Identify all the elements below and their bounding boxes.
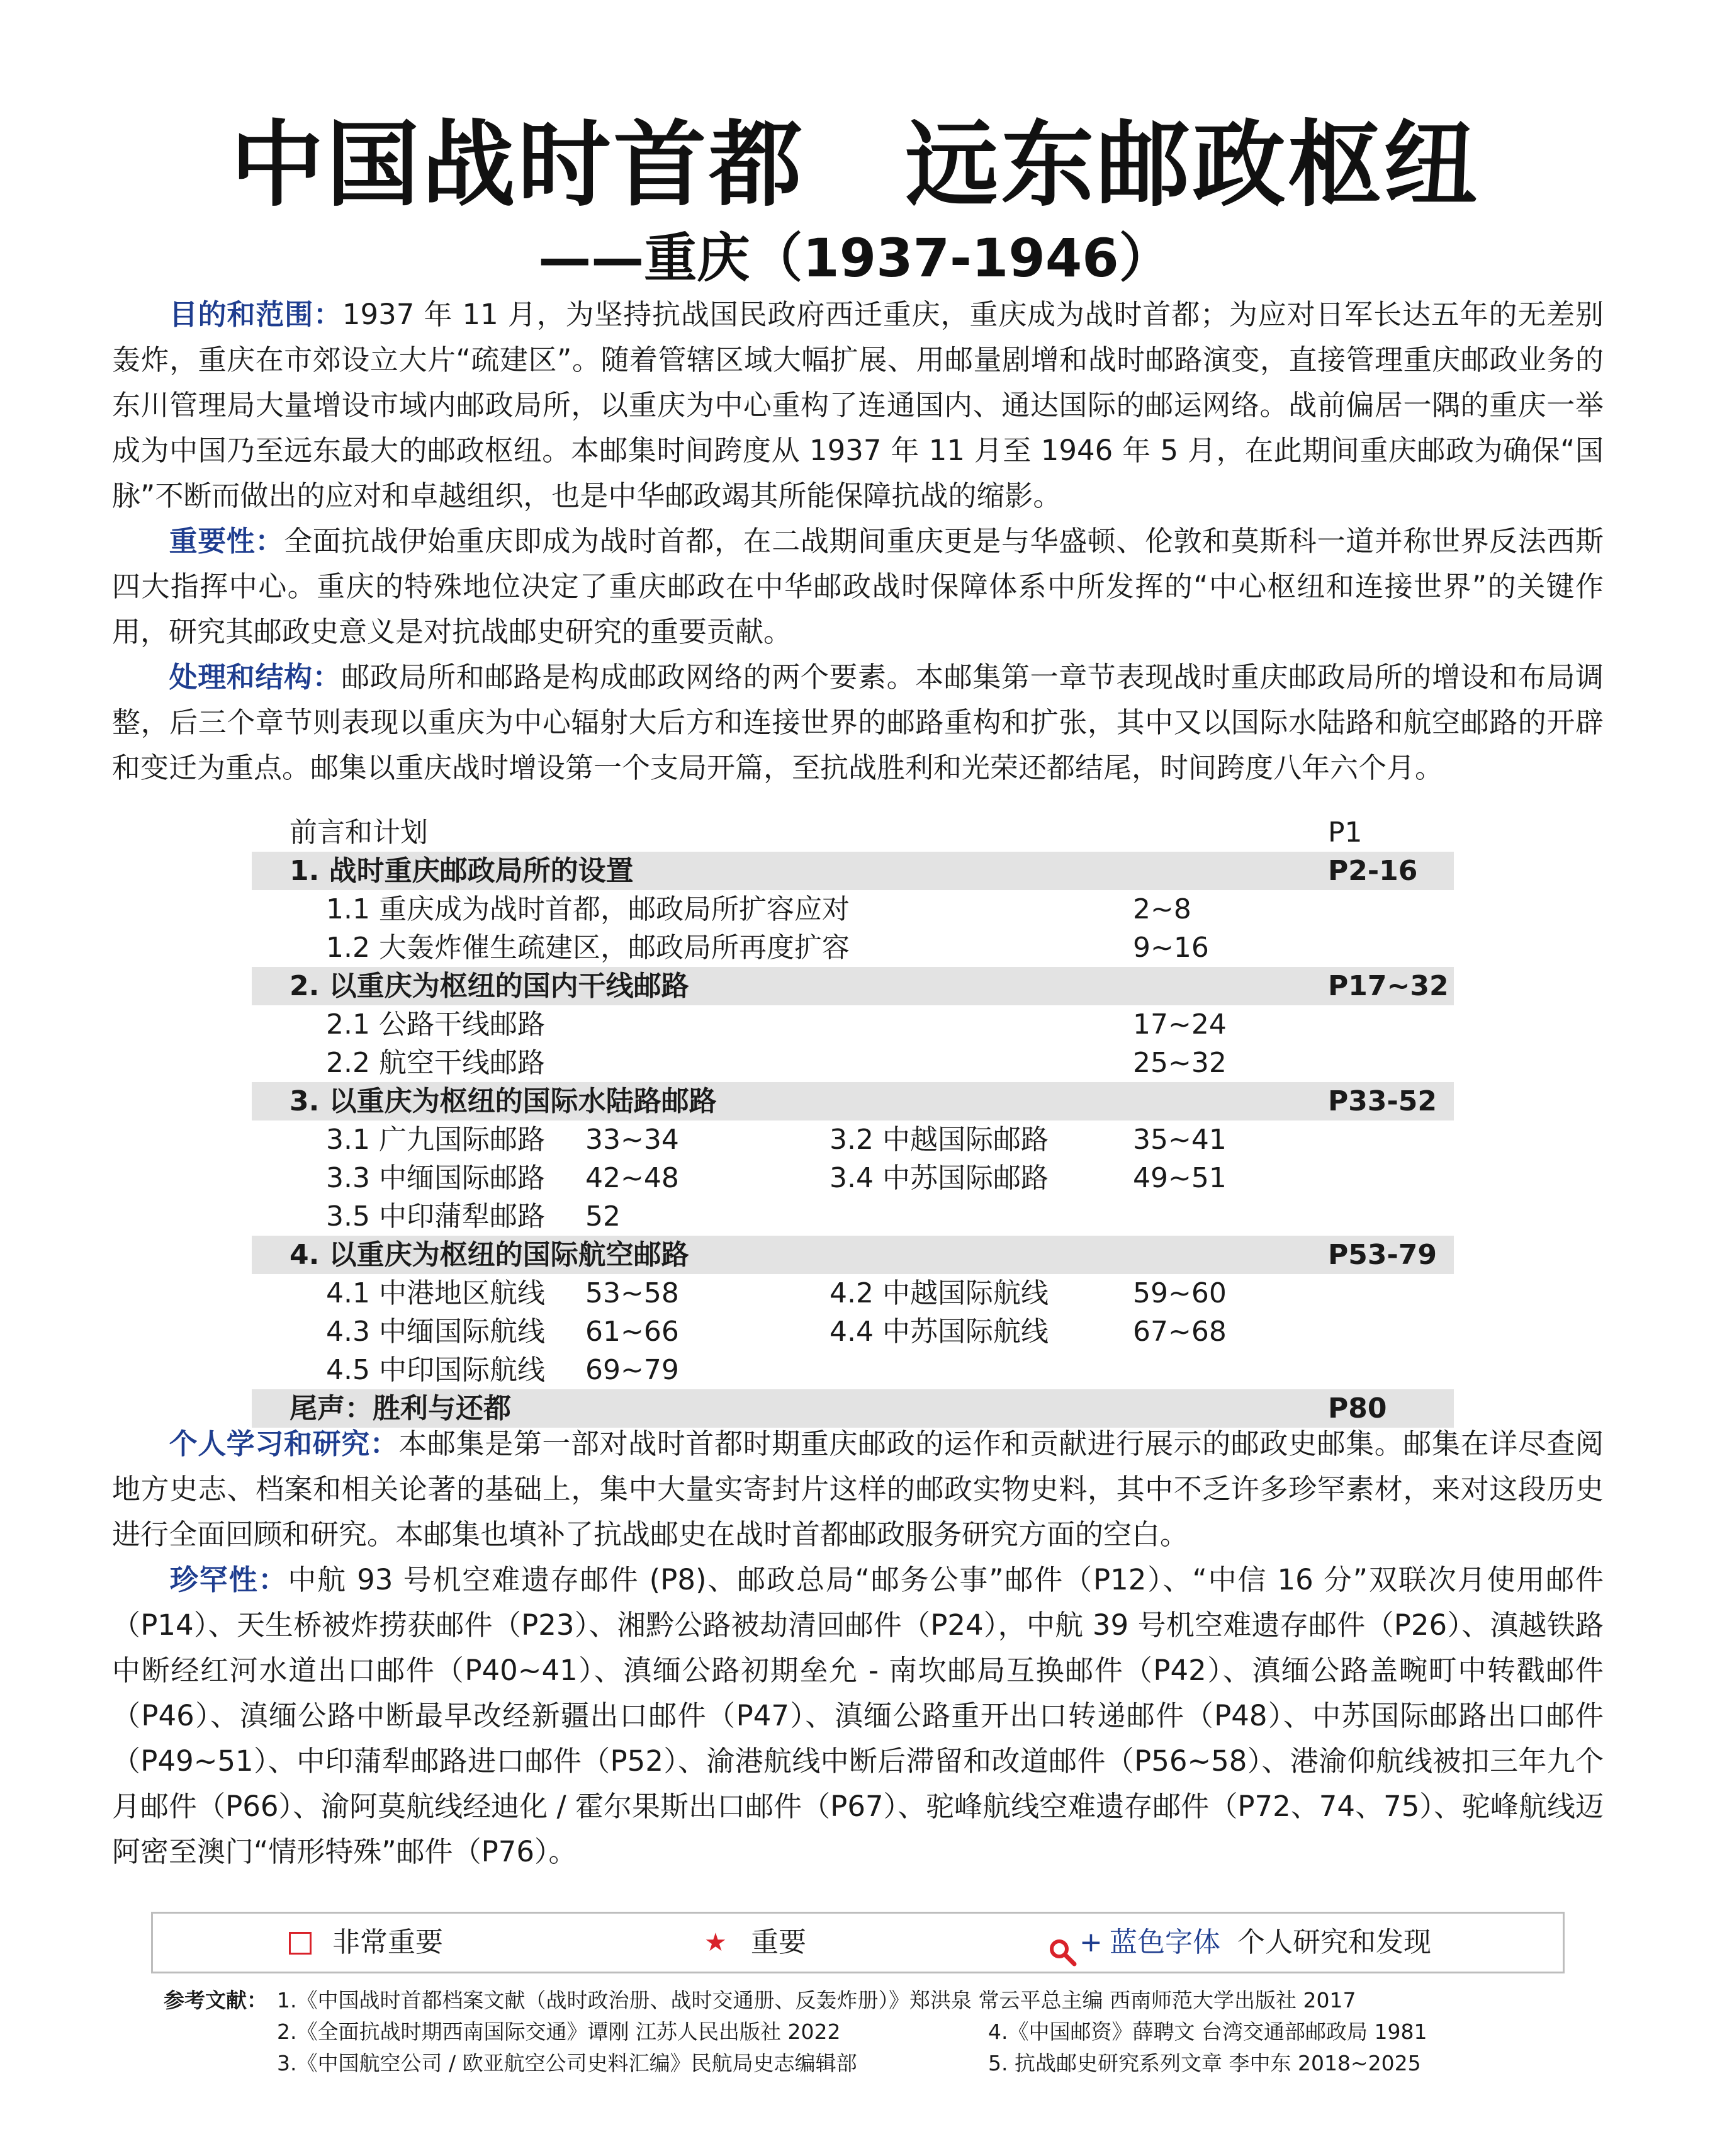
toc-section-title: 1.1 重庆成为战时首都，邮政局所扩容应对	[326, 893, 850, 925]
section-purpose	[112, 292, 1604, 519]
toc-section-pair	[252, 1274, 1454, 1312]
toc-section	[252, 928, 1454, 967]
toc-section-title: 4.2 中越国际航线	[830, 1277, 1049, 1309]
toc-section-title: 4.3 中缅国际航线	[326, 1316, 545, 1348]
reference-item: 2.《全面抗战时期西南国际交通》谭刚 江苏人民出版社 2022	[277, 2019, 841, 2044]
toc-section-pages: 42~48	[585, 1162, 679, 1194]
toc-section-title: 4.5 中印国际航线	[326, 1354, 545, 1386]
toc-section-title: 2.1 公路干线邮路	[326, 1008, 545, 1041]
legend-blue-text: 蓝色字体	[1110, 1926, 1220, 1958]
toc-section-pages: 67~68	[1133, 1316, 1227, 1348]
toc-title: 1. 战时重庆邮政局所的设置	[290, 855, 634, 887]
toc-title: 2. 以重庆为枢纽的国内干线邮路	[290, 970, 689, 1002]
section-text: 全面抗战伊始重庆即成为战时首都，在二战期间重庆更是与华盛顿、伦敦和莫斯科一道并称世界反法西斯四大指挥中心。重庆的特殊地位决定了重庆邮政在中华邮政战时保障体系中所发挥的“中心枢纽和连接世界”的关键作用，研究其邮政史意义是对抗战邮史研究的重要贡献。	[112, 524, 1604, 648]
section-structure	[112, 655, 1604, 791]
section-label: 重要性：	[169, 524, 284, 558]
toc-chapter-1	[252, 852, 1454, 890]
legend-box	[151, 1912, 1565, 1973]
toc-title: 3. 以重庆为枢纽的国际水陆路邮路	[290, 1085, 717, 1117]
toc-section-title: 3.2 中越国际邮路	[830, 1124, 1049, 1156]
toc-title: 前言和计划	[290, 816, 428, 849]
toc-section-title: 1.2 大轰炸催生疏建区，邮政局所再度扩容	[326, 932, 850, 964]
toc-section	[252, 1044, 1454, 1082]
toc-pages: P2-16	[1328, 855, 1418, 887]
toc-section-pages: 61~66	[585, 1316, 679, 1348]
toc-section-pages: 9~16	[1133, 932, 1209, 964]
reference-item: 1.《中国战时首都档案文献（战时政治册、战时交通册、反轰炸册）》郑洪泉 常云平总主编 西南师范大学出版社 2017	[277, 1988, 1356, 2012]
toc-pages: P53-79	[1328, 1239, 1437, 1271]
page-title	[0, 111, 1710, 219]
toc-section-pages: 69~79	[585, 1354, 679, 1386]
section-text: 1937 年 11 月，为坚持抗战国民政府西迁重庆，重庆成为战时首都；为应对日军长达五年的无差别轰炸，重庆在市郊设立大片“疏建区”。随着管辖区域大幅扩展、用邮量剧增和战时邮路演变，直接管理重庆邮政业务的东川管理局大量增设市域内邮政局所，以重庆为中心重构了连通国内、通达国际的邮运网络。战前偏居一隅的重庆一举成为中国乃至远东最大的邮政枢纽。本邮集时间跨度从 1937 年 11 月至 1946 年 5 月，在此期间重庆邮政为确保“国脉”不断而做出的应对和卓越组织，也是中华邮政竭其所能保障抗战的缩影。	[112, 298, 1604, 512]
toc-section-title: 2.2 航空干线邮路	[326, 1047, 545, 1079]
section-text: 本邮集是第一部对战时首都时期重庆邮政的运作和贡献进行展示的邮政史邮集。邮集在详尽查阅地方史志、档案和相关论著的基础上，集中大量实寄封片这样的邮政实物史料，其中不乏许多珍罕素材，来对这段历史进行全面回顾和研究。本邮集也填补了抗战邮史在战时首都邮政服务研究方面的空白。	[112, 1427, 1604, 1551]
toc-chapter-4	[252, 1236, 1454, 1274]
title-left: 中国战时首都	[230, 111, 805, 219]
toc-section-title: 3.4 中苏国际邮路	[830, 1162, 1049, 1194]
section-label: 处理和结构：	[169, 660, 342, 694]
toc-section-pair	[252, 1197, 1454, 1236]
toc-section-pages: 17~24	[1133, 1008, 1227, 1041]
reference-item: 4.《中国邮资》薛聘文 台湾交通部邮政局 1981	[988, 2019, 1427, 2044]
toc-section-title: 3.3 中缅国际邮路	[326, 1162, 545, 1194]
section-label: 珍罕性：	[169, 1563, 288, 1596]
toc-title: 4. 以重庆为枢纽的国际航空邮路	[290, 1239, 689, 1271]
legend-research: 个人研究和发现	[1237, 1926, 1431, 1958]
toc-section-pair	[252, 1120, 1454, 1159]
reference-item: 5. 抗战邮史研究系列文章 李中东 2018~2025	[988, 2051, 1421, 2075]
section-label: 个人学习和研究：	[169, 1427, 399, 1460]
section-rarity	[112, 1557, 1604, 1875]
toc-section-pages: 53~58	[585, 1277, 679, 1309]
star-icon: ★	[704, 1928, 727, 1957]
toc-section-title: 4.4 中苏国际航线	[830, 1316, 1049, 1348]
toc-section	[252, 1005, 1454, 1044]
toc-section-pair	[252, 1351, 1454, 1389]
toc-pages: P1	[1328, 816, 1363, 849]
toc-section-title: 3.1 广九国际邮路	[326, 1124, 545, 1156]
title-right: 远东邮政枢纽	[905, 111, 1480, 219]
section-research	[112, 1421, 1604, 1557]
section-label: 目的和范围：	[169, 298, 342, 331]
toc-preface	[252, 813, 1454, 852]
section-importance	[112, 519, 1604, 655]
toc-section-pages: 25~32	[1133, 1047, 1227, 1079]
references-label: 参考文献：	[164, 1988, 267, 2012]
toc-section-pair	[252, 1159, 1454, 1197]
toc-chapter-2	[252, 967, 1454, 1005]
toc-title: 尾声：胜利与还都	[290, 1392, 511, 1425]
square-outline-icon	[289, 1932, 312, 1955]
toc-section-pages: 52	[585, 1200, 621, 1233]
section-text: 邮政局所和邮路是构成邮政网络的两个要素。本邮集第一章节表现战时重庆邮政局所的增设和布局调整，后三个章节则表现以重庆为中心辐射大后方和连接世界的邮路重构和扩张，其中又以国际水陆路和航空邮路的开辟和变迁为重点。邮集以重庆战时增设第一个支局开篇，至抗战胜利和光荣还都结尾，时间跨度八年六个月。	[112, 660, 1604, 784]
toc-section-title: 4.1 中港地区航线	[326, 1277, 545, 1309]
toc-section-pages: 49~51	[1133, 1162, 1227, 1194]
toc-section-pages: 35~41	[1133, 1124, 1227, 1156]
table-of-contents	[252, 813, 1454, 1428]
magnifier-icon	[1048, 1929, 1077, 1958]
legend-very-important: 非常重要	[332, 1926, 443, 1958]
toc-section-pair	[252, 1312, 1454, 1351]
toc-pages: P33-52	[1328, 1085, 1437, 1117]
toc-section-pages: 59~60	[1133, 1277, 1227, 1309]
toc-section-pages: 33~34	[585, 1124, 679, 1156]
toc-pages: P17~32	[1328, 970, 1449, 1002]
toc-section	[252, 890, 1454, 928]
toc-chapter-3	[252, 1082, 1454, 1120]
plus-sign: +	[1079, 1926, 1103, 1958]
toc-section-pages: 2~8	[1133, 893, 1191, 925]
toc-pages: P80	[1328, 1392, 1387, 1425]
toc-section-title: 3.5 中印蒲犁邮路	[326, 1200, 545, 1233]
reference-item: 3.《中国航空公司 / 欧亚航空公司史料汇编》民航局史志编辑部	[277, 2051, 857, 2075]
page-subtitle: ——重庆（1937-1946）	[538, 227, 1172, 289]
section-text: 中航 93 号机空难遗存邮件 (P8)、邮政总局“邮务公事”邮件（P12）、“中信 16 分”双联次月使用邮件（P14）、天生桥被炸捞获邮件（P23）、湘黔公路被劫清回邮件（P24），中航 39 号机空难遗存邮件（P26）、滇越铁路中断经红河水道出口邮件（P40~41）、滇缅公路初期垒允 - 南坎邮局互换邮件（P42）、滇缅公路盖畹町中转戳邮件（P46）、滇缅公路中断最早改经新疆出口邮件（P47）、滇缅公路重开出口转递邮件（P48）、中苏国际邮路出口邮件（P49~51）、中印蒲犁邮路进口邮件（P52）、渝港航线中断后滞留和改道邮件（P56~58）、港渝仰航线被扣三年九个月邮件（P66）、渝阿莫航线经迪化 / 霍尔果斯出口邮件（P67）、驼峰航线空难遗存邮件（P72、74、75）、驼峰航线迈阿密至澳门“情形特殊”邮件（P76）。	[112, 1563, 1604, 1868]
legend-important: 重要	[751, 1926, 806, 1958]
